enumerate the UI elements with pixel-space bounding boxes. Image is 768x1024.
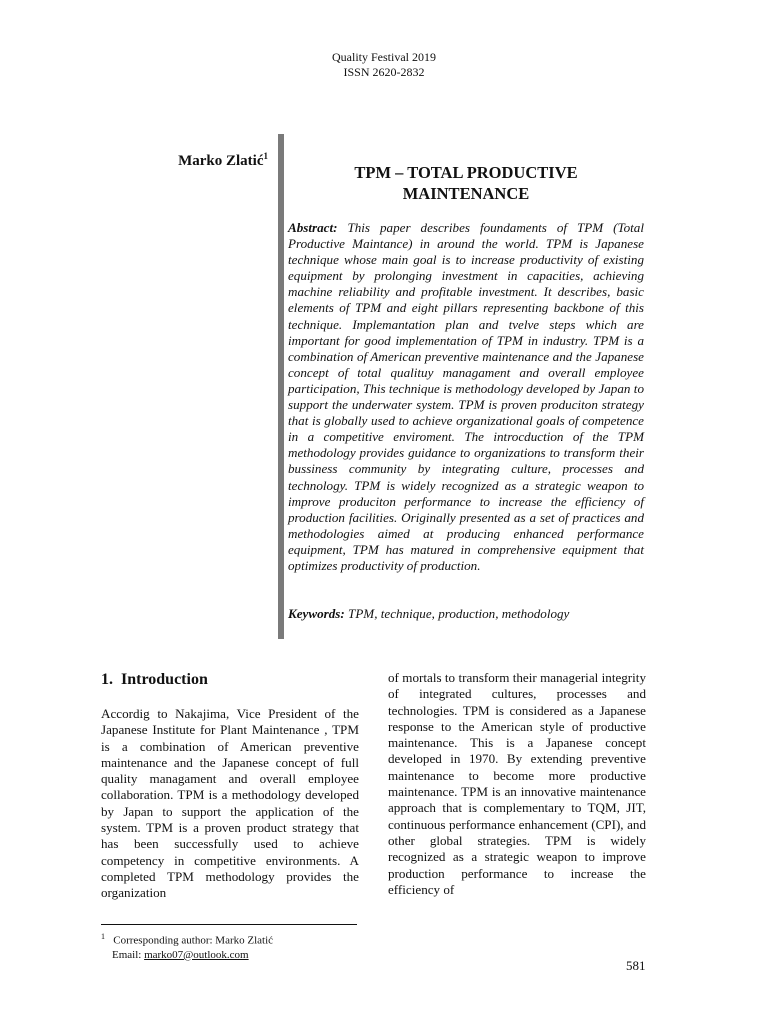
page-number: 581 [626, 958, 646, 973]
abstract [288, 220, 644, 574]
footnote-author-line [101, 930, 401, 948]
body-right-column: of mortals to transform their managerial integrity of integrated cultures, processes and technologies. TPM is considered as a Japanese response to the American style of productive maintenance. This is a Japanese concept developed in 1970. By extending preventive maintenance to become more productive maintenance. TPM is an innovative maintenance approach that is complementary to TQM, JIT, continuous performance enhancement (CPI), and other global strategies. TPM is widely recognized as a strategic weapon to improve production performance to increase the efficiency of [388, 670, 646, 897]
abstract-text: This paper describes foundaments of TPM (Total Productive Maintance) in around the world. TPM is Japanese technique whose main goal is to increase productivity of existing equipment by prolonging investment in capacities, achieving machine reliability and profitable investment. It describes, basic elements of TPM and eight pillars representing backbone of this technique. Implemantation plan and tvelve steps which are important for good implementation of TPM in industry. TPM is a combination of American preventive maintenance and the Japanese concept of total qualituy managament and overall employee participation, This technique is methodology developed by Japan to support the underwater system. TPM is proven produciton strategy that is globally used to achieve organizational goals of competence in a competitive enviroment. The introcduction of the TPM methodology provides guidance to organizations to transform their bussiness community by integrating culture, processes and technology. TPM is widely recognized as a strategic weapon to improve produciton performance to increase the efficiency of production facilities. Originally presented as a set of practices and methodologies aimed at producing enhanced performance equipment, TPM has matured in comprehensive equipment that optimizes productivity of production. [288, 220, 644, 573]
footnote-mark: 1 [101, 932, 105, 941]
keywords-text: TPM, technique, production, methodology [348, 606, 570, 621]
footnote-email-line [101, 948, 401, 962]
journal-name: Quality Festival 2019 [332, 50, 436, 64]
paper-title [288, 162, 644, 204]
author-name-text: Marko Zlatić [178, 153, 264, 169]
abstract-label: Abstract: [288, 220, 338, 235]
footnote [101, 930, 401, 962]
footnote-email-link[interactable]: marko07@outlook.com [144, 948, 249, 961]
abstract-side-bar [278, 134, 284, 639]
body-left-column: Accordig to Nakajima, Vice President of the Japanese Institute for Plant Maintenance , TPM is a combination of American preventive maintenance and the Japanese concept of full quality managament and overall employee collaboration. TPM is a methodology developed by Japan to support the application of the system. TPM is a proven product strategy that has been successfully used to achieve competency in competitive environments. A completed TPM methodology provides the organization [101, 706, 359, 901]
author-name [100, 151, 268, 170]
keywords [288, 606, 644, 622]
author-footnote-mark: 1 [263, 151, 268, 161]
footnote-divider [101, 924, 357, 925]
footnote-email-label: Email: [112, 948, 142, 961]
issn: ISSN 2620-2832 [343, 65, 425, 79]
keywords-label: Keywords: [288, 606, 345, 621]
footnote-author-text: Corresponding author: Marko Zlatić [113, 934, 274, 947]
paper-title-line-1: TPM – TOTAL PRODUCTIVE [354, 163, 578, 182]
paper-title-line-2: MAINTENANCE [402, 184, 530, 203]
section-heading: 1. Introduction [101, 671, 208, 688]
